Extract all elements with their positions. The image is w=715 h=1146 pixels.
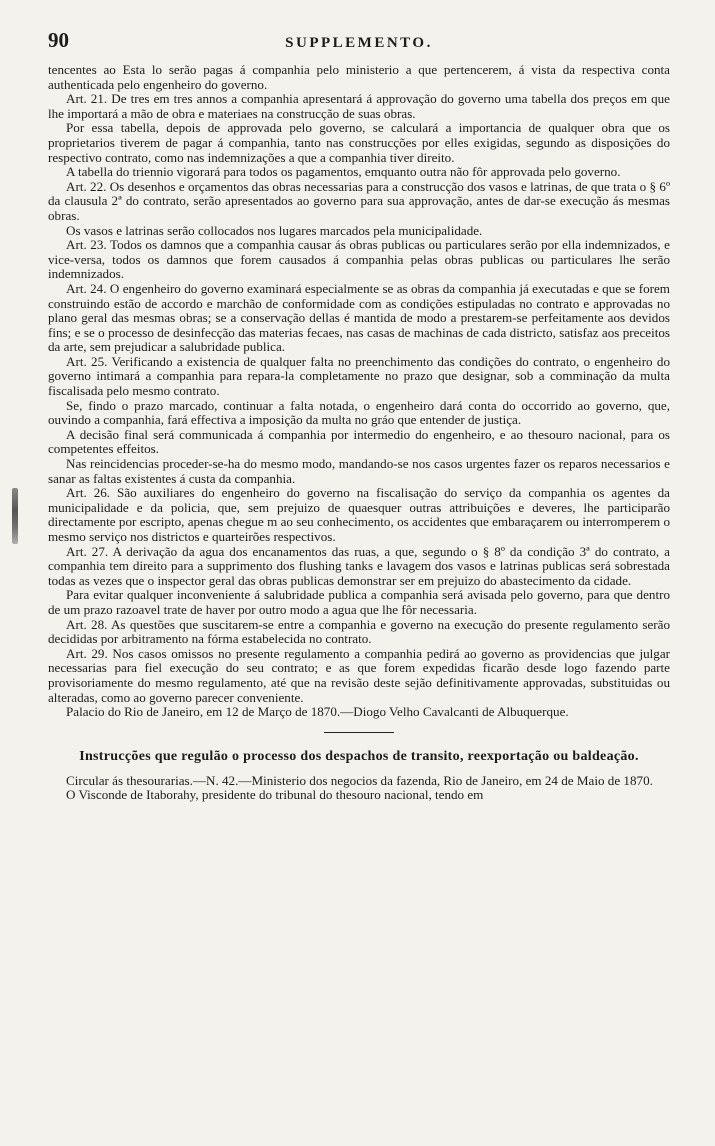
paragraph-art-28: Art. 28. As questões que suscitarem-se entre a companhia e governo na execução do presente regulamento serão decididas por arbitramento na fórma estabelecida no contrato. <box>48 616 670 647</box>
paragraph: tencentes ao Esta lo serão pagas á companhia pelo ministerio a que pertencerem, á vista da respectiva conta authenticada pelo engenheiro do governo. <box>48 62 670 92</box>
paragraph-art-29: Art. 29. Nos casos omissos no presente regulamento a companhia pedirá ao governo as providencias que julgar necessarias para fiel execução do seu contrato; e as que forem expedidas ficarão desde logo fazendo parte provisoriamente do mesmo regulamento, até que na revisão deste sejão definitivamente approvadas, substituidas ou alteradas, como ao governo parecer conveniente. <box>48 645 670 705</box>
paragraph-art-22: Art. 22. Os desenhos e orçamentos das obras necessarias para a construcção dos vasos e latrinas, de que trata o § 6º da clausula 2ª do contrato, serão apresentados ao governo para sua approvação, antes de dar-se execução ás mesmas obras. <box>48 178 670 223</box>
paragraph-art-26: Art. 26. São auxiliares do engenheiro do governo na fiscalisação do serviço da companhia os agentes da municipalidade e da policia, que, sem prejuizo de quaesquer outras attribuições e deveres, lhe participarão directamente por escripto, apenas chegue m ao seu conhecimento, os accidentes que embaraçarem ou interromperem o mesmo serviço nos districtos e quarteirões respectivos. <box>48 485 670 544</box>
paragraph-art-27: Art. 27. A derivação da agua dos encanamentos das ruas, a que, segundo o § 8º da condição 3ª do contrato, a companhia tem direito para a supprimento dos flushing tanks e lavagem dos vasos e latrinas publicas será sobrestada todas as vezes que o inspector geral das obras publicas demonstrar ser em prejuizo do abastecimento da cidade. <box>48 543 670 588</box>
section-divider <box>324 732 394 733</box>
paragraph: Por essa tabella, depois de approvada pelo governo, se calculará a importancia de qualquer obra que os proprietarios tiverem de pagar á companhia, tanto nas construcções por elles exigidas, segundo as disposições do respectivo contrato, como nas indemnizações a que a companhia tiver direito. <box>48 120 670 165</box>
paragraph-art-23: Art. 23. Todos os damnos que a companhia causar ás obras publicas ou particulares serão por ella indemnizados, e vice-versa, todos os damnos que forem causados á companhia pelas obras publicas ou particulares lhe serão indemnizados. <box>48 237 670 282</box>
page-number: 90 <box>48 28 69 52</box>
paragraph: A tabella do triennio vigorará para todos os pagamentos, emquanto outra não fôr approvada pelo governo. <box>66 164 621 180</box>
paragraph: Para evitar qualquer inconveniente á salubridade publica a companhia será avisada pelo governo, para que dentro de um prazo razoavel trate de haver por outro modo a agua que lhe fôr necessaria. <box>48 587 670 617</box>
page-edge-mark <box>12 488 18 544</box>
paragraph: O Visconde de Itaborahy, presidente do tribunal do thesouro nacional, tendo em <box>66 787 484 803</box>
section-title: Instrucções que regulão o processo dos despachos de transito, reexportação ou baldeação. <box>79 748 639 764</box>
signature-line: Palacio do Rio de Janeiro, em 12 de Março de 1870.—Diogo Velho Cavalcanti de Albuquerque. <box>66 704 569 720</box>
paragraph-art-24: Art. 24. O engenheiro do governo examinará especialmente se as obras da companhia já executadas e que se forem construindo estão de accordo e marchão de conformidade com as condições estipuladas no contrato e approvadas no plano geral das mesmas obras; se a conservação dellas é mantida de modo a prestarem-se perfeitamente aos devidos fins; e se o processo de desinfecção das materias fecaes, nas casas de machinas de cada districto, satisfaz aos preceitos da arte, sem prejudicar a salubridade publica. <box>48 280 670 355</box>
paragraph: Nas reincidencias proceder-se-ha do mesmo modo, mandando-se nos casos urgentes fazer os reparos necessarios e sanar as faltas existentes á custa da companhia. <box>48 456 670 486</box>
circular-heading: Circular ás thesourarias.—N. 42.—Ministerio dos negocios da fazenda, Rio de Janeiro, em 24 de Maio de 1870. <box>66 772 653 788</box>
paragraph-art-25: Art. 25. Verificando a existencia de qualquer falta no preenchimento das condições do contrato, o engenheiro do governo intimará a companhia para repara-la completamente no prazo que designar, sob a comminação da multa fiscalisada pelo mesmo contrato. <box>48 353 670 399</box>
section-text <box>48 774 670 803</box>
page-header <box>48 28 670 58</box>
paragraph: A decisão final será communicada á companhia por intermedio do engenheiro, e ao thesouro nacional, para os competentes effeitos. <box>48 426 670 457</box>
running-head: SUPPLEMENTO. <box>285 35 433 51</box>
paragraph-art-21: Art. 21. De tres em tres annos a companhia apresentará á approvação do governo uma tabella dos preços em que lhe importará a mão de obra e materiaes na construcção de suas obras. <box>48 91 670 121</box>
document-page <box>48 28 670 803</box>
regulation-text <box>48 63 670 720</box>
paragraph: Os vasos e latrinas serão collocados nos lugares marcados pela municipalidade. <box>66 222 483 238</box>
paragraph: Se, findo o prazo marcado, continuar a falta notada, o engenheiro dará conta do occorrido ao governo, que, ouvindo a companhia, fará effectiva a imposição da multa no gráo que entender de justiça. <box>48 397 670 428</box>
